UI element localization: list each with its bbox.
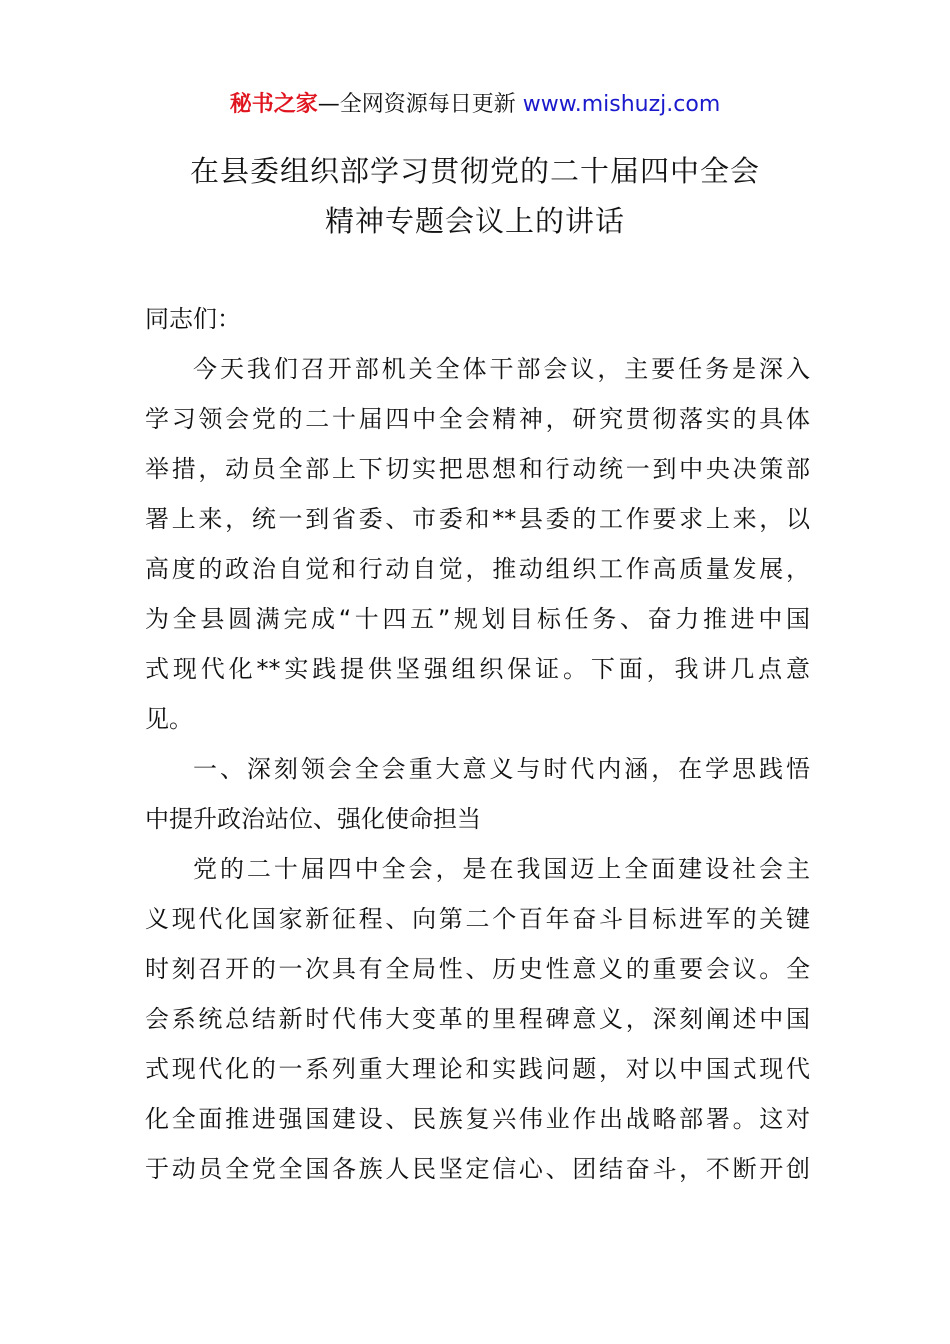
paragraph1-line: 今天我们召开部机关全体干部会议，主要任务是深入 [193, 355, 810, 383]
site-tagline: —全网资源每日更新 [317, 92, 516, 117]
paragraph1-line: 高度的政治自觉和行动自觉，推动组织工作高质量发展， [145, 555, 810, 583]
title-line-2: 精神专题会议上的讲话 [324, 204, 625, 238]
site-brand: 秘书之家 [229, 92, 318, 117]
paragraph2-line: 化全面推进强国建设、民族复兴伟业作出战略部署。这对 [145, 1105, 810, 1133]
paragraph2-line: 于动员全党全国各族人民坚定信心、团结奋斗，不断开创 [145, 1155, 810, 1183]
site-url-link[interactable]: www.mishuzj.com [522, 92, 721, 117]
salutation: 同志们： [145, 305, 241, 333]
paragraph2-line: 式现代化的一系列重大理论和实践问题，对以中国式现代 [145, 1055, 810, 1083]
document-body [145, 294, 810, 1194]
paragraph2-line: 时刻召开的一次具有全局性、历史性意义的重要会议。全 [145, 955, 810, 983]
document-title [0, 146, 950, 246]
paragraph1-line: 为全县圆满完成“十四五”规划目标任务、奋力推进中国 [145, 605, 810, 633]
section1-heading-line: 中提升政治站位、强化使命担当 [145, 805, 481, 833]
paragraph1-line: 署上来，统一到省委、市委和**县委的工作要求上来，以 [145, 505, 810, 533]
paragraph1-line: 见。 [145, 705, 193, 733]
paragraph1-line: 举措，动员全部上下切实把思想和行动统一到中央决策部 [145, 455, 810, 483]
paragraph2-line: 义现代化国家新征程、向第二个百年奋斗目标进军的关键 [145, 905, 810, 933]
paragraph1-line: 学习领会党的二十届四中全会精神，研究贯彻落实的具体 [145, 405, 810, 433]
section1-heading-line: 一、深刻领会全会重大意义与时代内涵，在学思践悟 [193, 755, 810, 783]
title-line-1: 在县委组织部学习贯彻党的二十届四中全会 [189, 154, 760, 188]
paragraph1-line: 式现代化**实践提供坚强组织保证。下面，我讲几点意 [145, 655, 810, 683]
site-banner [0, 88, 950, 122]
paragraph2-line: 党的二十届四中全会，是在我国迈上全面建设社会主 [193, 855, 810, 883]
paragraph2-line: 会系统总结新时代伟大变革的里程碑意义，深刻阐述中国 [145, 1005, 810, 1033]
